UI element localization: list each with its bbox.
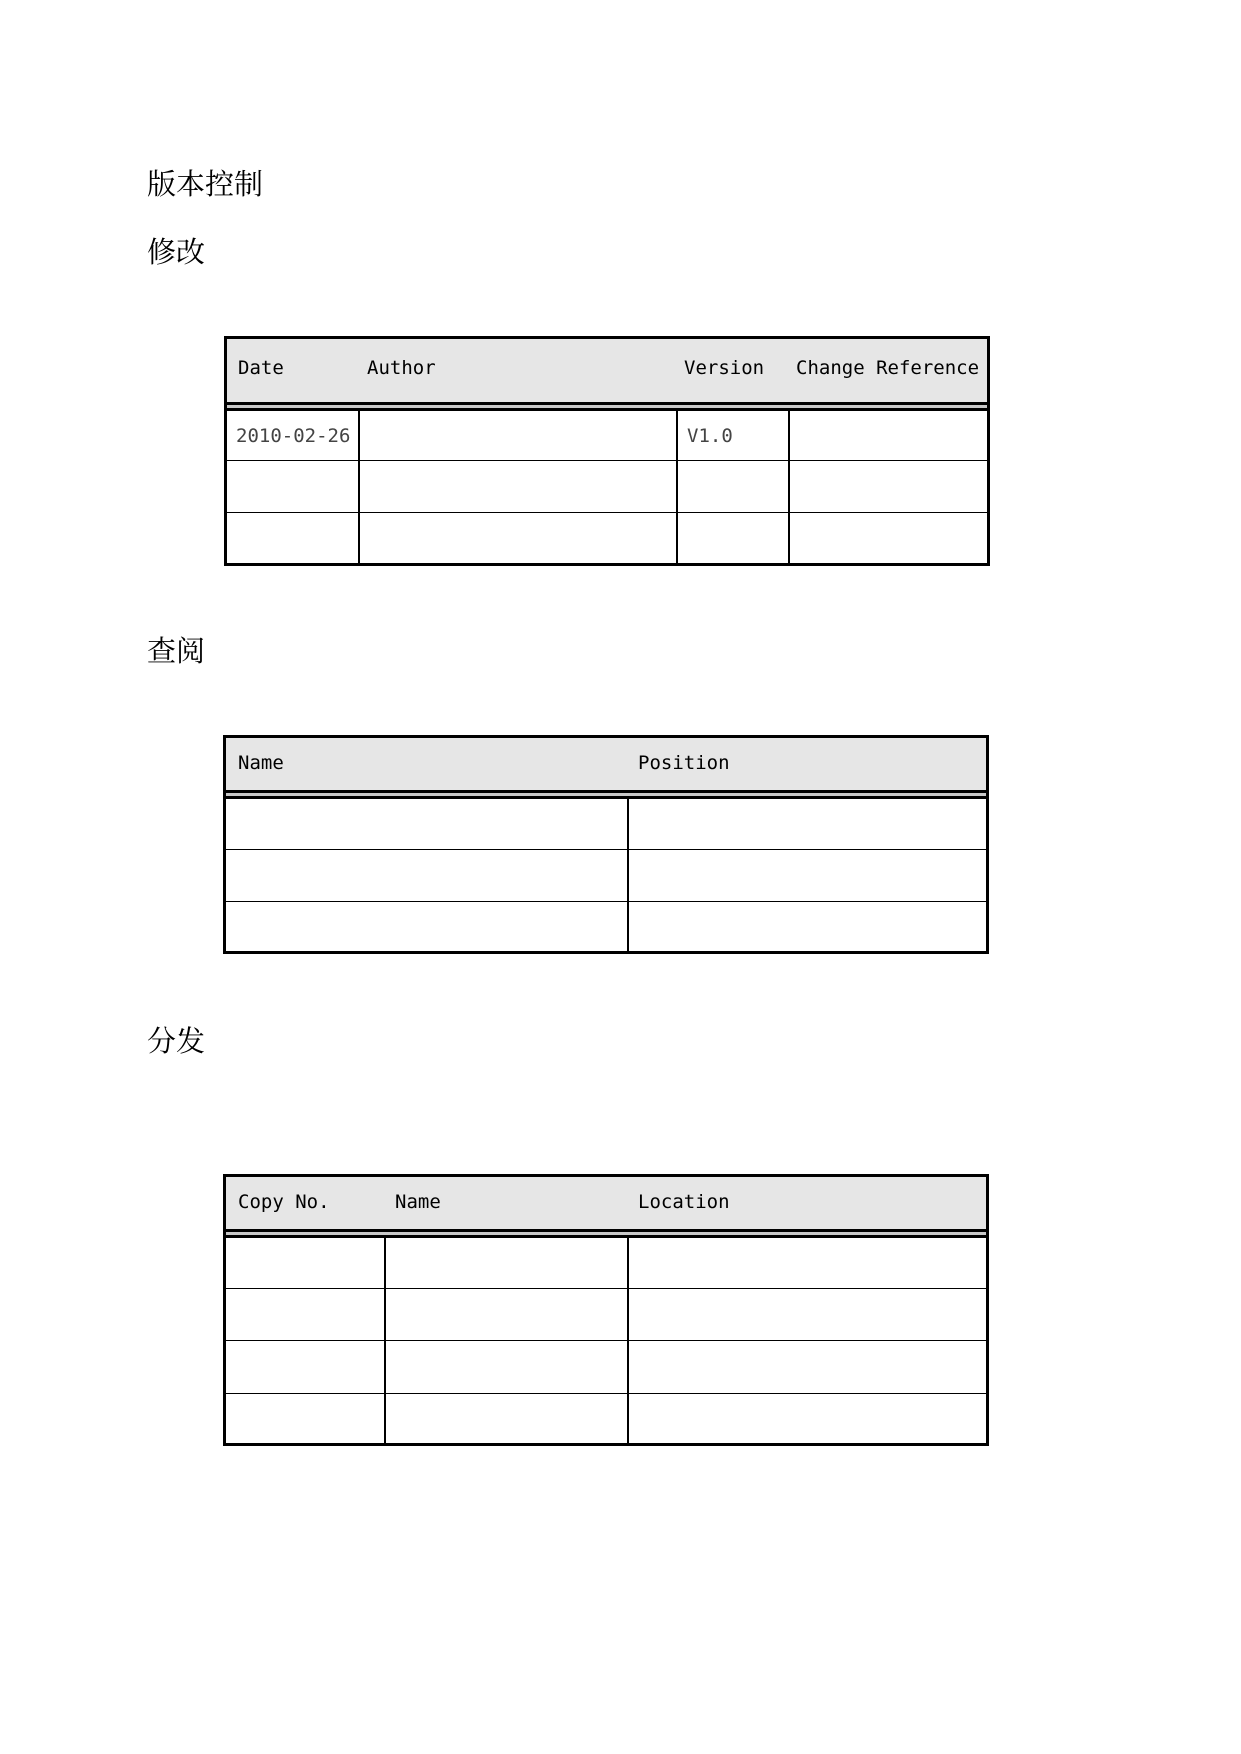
column-header-date: Date: [238, 357, 284, 379]
table-row: [226, 796, 986, 849]
table-cell-copy-no: [226, 1341, 384, 1393]
table-cell-name: [226, 850, 627, 901]
table-row: [226, 901, 986, 951]
table-row: [226, 1393, 986, 1443]
table-cell-position: [627, 799, 986, 849]
column-header-name: Name: [238, 752, 284, 774]
table-row: [227, 408, 987, 460]
column-header-author: Author: [367, 357, 436, 379]
table-row: [226, 1288, 986, 1340]
distribution-table-header: [226, 1177, 986, 1232]
table-cell-copy-no: [226, 1238, 384, 1288]
table-cell-change-reference: [788, 461, 987, 512]
table-cell-name: [384, 1238, 627, 1288]
table-cell-author: [358, 513, 676, 563]
column-header-position: Position: [638, 752, 730, 774]
section-title-review: 查阅: [147, 634, 206, 668]
column-header-copy-no: Copy No.: [238, 1191, 330, 1213]
table-cell-name: [384, 1341, 627, 1393]
table-cell-name: [226, 902, 627, 951]
table-cell-version: [676, 461, 788, 512]
table-cell-copy-no: [226, 1394, 384, 1443]
table-cell-position: [627, 902, 986, 951]
table-cell-name: [384, 1289, 627, 1340]
revision-table: [224, 336, 990, 566]
table-cell-location: [627, 1341, 986, 1393]
table-cell-copy-no: [226, 1289, 384, 1340]
column-header-name: Name: [395, 1191, 441, 1213]
table-cell-change-reference: [788, 411, 987, 460]
table-cell-date: [227, 461, 358, 512]
section-title-version-control: 版本控制: [147, 167, 264, 201]
review-table-header: [226, 738, 986, 793]
table-row: [226, 849, 986, 901]
table-cell-position: [627, 850, 986, 901]
table-cell-version: V1.0: [676, 411, 788, 460]
section-title-revision: 修改: [147, 235, 206, 269]
table-cell-date: 2010-02-26: [236, 424, 351, 447]
revision-table-header: [227, 339, 987, 405]
table-row: [226, 1340, 986, 1393]
column-header-location: Location: [638, 1191, 730, 1213]
table-cell-location: [627, 1289, 986, 1340]
table-row: [226, 1235, 986, 1288]
table-row: [227, 512, 987, 563]
table-row: [227, 460, 987, 512]
table-cell-date: [227, 513, 358, 563]
column-header-change-reference: Change Reference: [796, 357, 980, 379]
table-cell-location: [627, 1238, 986, 1288]
table-cell-name: [384, 1394, 627, 1443]
review-table: [223, 735, 989, 954]
column-header-version: Version: [684, 357, 765, 379]
section-title-distribution: 分发: [147, 1024, 206, 1058]
table-cell-location: [627, 1394, 986, 1443]
distribution-table: [223, 1174, 989, 1446]
table-cell-author: [358, 411, 676, 460]
table-cell-version: [676, 513, 788, 563]
table-cell-change-reference: [788, 513, 987, 563]
table-cell-name: [226, 799, 627, 849]
table-cell-author: [358, 461, 676, 512]
